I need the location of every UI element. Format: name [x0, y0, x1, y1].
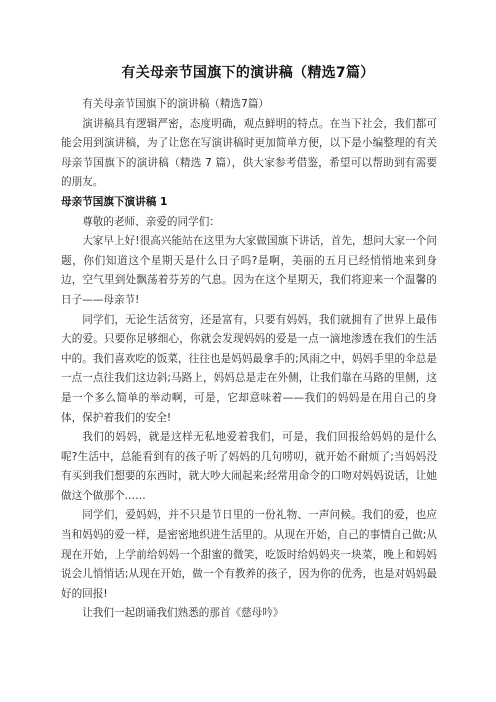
intro-title-line: 有关母亲节国旗下的演讲稿（精选7篇）	[82, 98, 270, 110]
speech-paragraph-2: 同学们，无论生活贫穷，还是富有，只要有妈妈，我们就拥有了世界上最伟大的爱。只要你足够细心，你就会发现妈妈的爱是一点一滴地渗透在我们的生活中的。我们喜欢吃的饭菜，往往也是妈妈最拿手的;风雨之中，妈妈手里的伞总是一点一点往我们这边斜;马路上，妈妈总是走在外侧，让我们靠在马路的里侧，这是一个多么简单的举动啊，可是，它却意味着——我们的妈妈是在用自己的身体，保护着我们的安全!	[61, 313, 437, 424]
section-heading: 母亲节国旗下演讲稿 1	[61, 195, 168, 208]
speech-paragraph-1: 大家早上好!很高兴能站在这里为大家做国旗下讲话，首先，想问大家一个问题，你们知道这个星期天是什么日子吗?是啊，美丽的五月已经悄悄地来到身边，空气里到处飘荡着芬芳的气息。因为在这个星期天，我们将迎来一个温馨的日子——母亲节!	[61, 235, 437, 306]
document-title: 有关母亲节国旗下的演讲稿（精选7篇）	[121, 65, 375, 81]
speech-paragraph-5: 让我们一起朗诵我们熟悉的那首《慈母吟》	[82, 607, 284, 620]
speech-greeting: 尊敬的老师、亲爱的同学们：	[82, 215, 220, 228]
document-body	[61, 95, 437, 624]
speech-paragraph-3: 我们的妈妈，就是这样无私地爱着我们，可是，我们回报给妈妈的是什么呢?生活中，总能看到有的孩子听了妈妈的几句唠叨，就开始不耐烦了;当妈妈没有买到我们想要的东西时，就大吵大闹起来;经常用命令的口吻对妈妈说话，让她做这个做那个……	[61, 431, 437, 502]
intro-paragraph: 演讲稿具有逻辑严密，态度明确，观点鲜明的特点。在当下社会，我们都可能会用到演讲稿，为了让您在写演讲稿时更加简单方便，以下是小编整理的有关母亲节国旗下的演讲稿（精选 7 篇），供大家参考借鉴，希望可以帮助到有需要的朋友。	[61, 117, 437, 189]
speech-paragraph-4: 同学们，爱妈妈，并不只是节日里的一份礼物、一声问候。我们的爱，也应当和妈妈的爱一样，是密密地织进生活里的。从现在开始，自己的事情自己做;从现在开始，上学前给妈妈一个甜蜜的微笑，吃饭时给妈妈夹一块菜，晚上和妈妈说会儿悄悄话;从现在开始，做一个有教养的孩子，因为你的优秀，也是对妈妈最好的回报!	[61, 509, 437, 600]
